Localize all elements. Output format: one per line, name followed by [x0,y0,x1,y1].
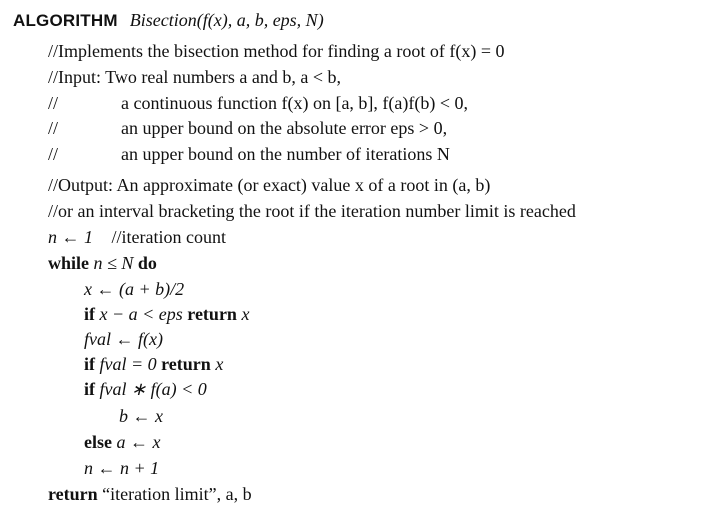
comment-input: //Input: Two real numbers a and b, a < b, [48,67,341,87]
comment-output: //Output: An approximate (or exact) value x of a root in (a, b) [48,175,491,195]
while-keyword: while [48,253,90,273]
if-keyword: if [84,354,95,374]
input-item-continuous-function: a continuous function f(x) on [a, b], f(a)f(b) < 0, [121,93,469,113]
algorithm-keyword: ALGORITHM [13,11,118,30]
input-item-iteration-bound: an upper bound on the number of iterations N [121,144,450,164]
code-increment-line: n ← n + 1 [84,458,160,478]
init-comment: //iteration count [111,227,226,247]
algorithm-header [13,9,324,32]
return-keyword: return [187,304,237,324]
code-midpoint-line: x ← (a + b)/2 [84,279,185,299]
code-if-sign-line [84,378,207,400]
return-keyword: return [161,354,211,374]
comment-mark: // [48,144,59,164]
return-keyword: return [48,484,98,504]
code-if-zero-line [84,353,223,375]
code-fval-line: fval ← f(x) [84,329,163,349]
return-final-value: “iteration limit”, a, b [102,484,252,504]
if-eps-condition: x − a < eps [99,304,183,324]
code-while-line [48,252,157,274]
init-statement: n ← 1 [48,227,93,247]
return-value: x [215,354,224,374]
return-value: x [241,304,250,324]
else-keyword: else [84,432,112,452]
code-if-eps-line [84,303,249,325]
if-zero-condition: fval = 0 [99,354,157,374]
input-item-error-bound: an upper bound on the absolute error eps > 0, [121,118,448,138]
comment-implements: //Implements the bisection method for finding a root of f(x) = 0 [48,41,505,61]
code-else-line [84,431,160,453]
code-return-line [48,483,252,505]
if-keyword: if [84,304,95,324]
code-b-assign-line: b ← x [119,406,163,426]
if-keyword: if [84,379,95,399]
code-init-line [48,226,226,248]
algorithm-signature: Bisection(f(x), a, b, eps, N) [129,10,324,30]
comment-mark: // [48,93,59,113]
else-statement: a ← x [116,432,161,452]
do-keyword: do [137,253,157,273]
if-sign-condition: fval ∗ f(a) < 0 [99,379,207,399]
comment-mark: // [48,118,59,138]
while-condition: n ≤ N [93,253,134,273]
comment-output-continuation: //or an interval bracketing the root if the iteration number limit is reached [48,201,576,221]
